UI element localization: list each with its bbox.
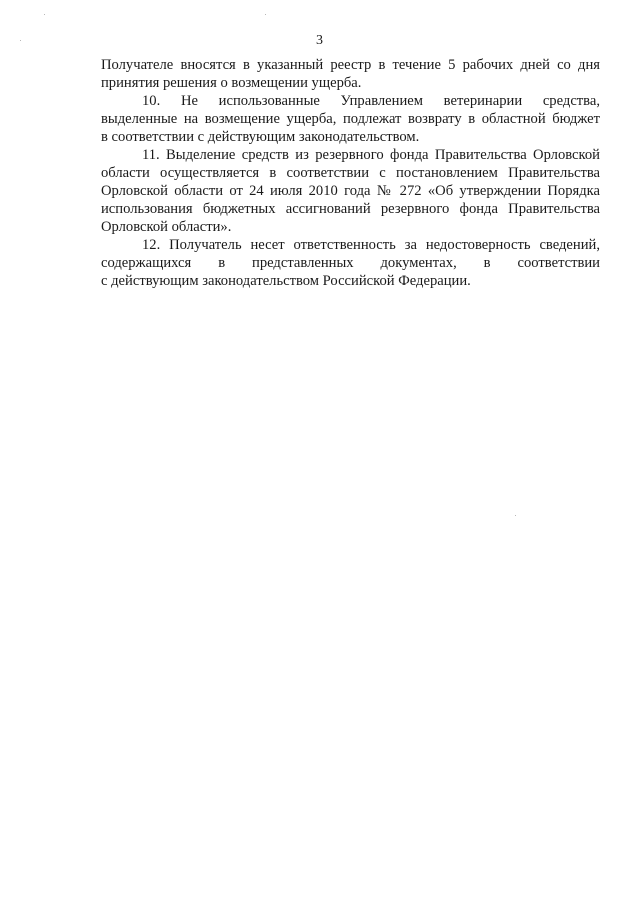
text-line: с действующим законодательством Российской Федерации.	[101, 273, 471, 289]
text-line: использования бюджетных ассигнований резервного фонда Правительства	[101, 201, 600, 217]
document-body	[101, 56, 600, 290]
text-line: 11. Выделение средств из резервного фонда Правительства Орловской	[142, 147, 600, 163]
text-line: выделенные на возмещение ущерба, подлежат возврату в областной бюджет	[101, 111, 600, 127]
paragraph-12	[101, 236, 600, 290]
text-line: Орловской области от 24 июля 2010 года № 272 «Об утверждении Порядка	[101, 183, 600, 199]
text-line: Получателе вносятся в указанный реестр в течение 5 рабочих дней со дня	[101, 57, 600, 73]
text-line: в соответствии с действующим законодательством.	[101, 129, 420, 145]
text-line: области осуществляется в соответствии с постановлением Правительства	[101, 165, 600, 181]
text-line: 12. Получатель несет ответственность за недостоверность сведений,	[142, 237, 600, 253]
paragraph-continuation	[101, 56, 600, 92]
page-number: 3	[316, 33, 323, 48]
text-line: Орловской области».	[101, 219, 232, 235]
scan-speck	[44, 14, 45, 15]
text-line: 10. Не использованные Управлением ветеринарии средства,	[142, 93, 600, 109]
scan-speck	[265, 14, 266, 15]
text-line: принятия решения о возмещении ущерба.	[101, 75, 362, 91]
scan-speck	[515, 515, 516, 516]
text-line: содержащихся в представленных документах, в соответствии	[101, 255, 600, 271]
paragraph-10	[101, 92, 600, 146]
paragraph-11	[101, 146, 600, 236]
